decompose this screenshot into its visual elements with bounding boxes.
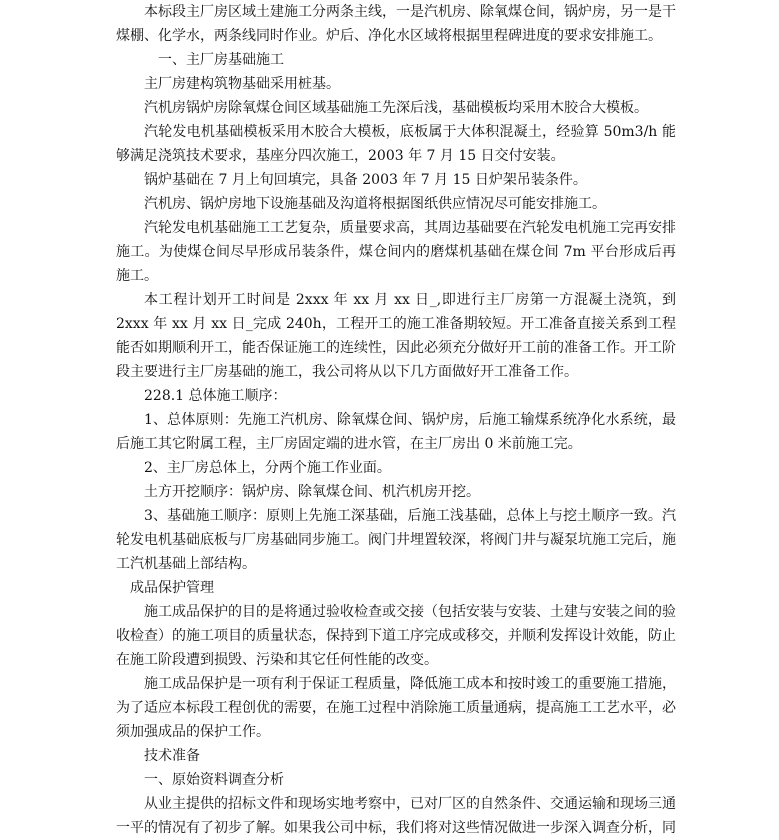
paragraph-boiler-backfill: 锅炉基础在 7 月上旬回填完，具备 2003 年 7 月 15 日炉架吊装条件。 [144, 172, 587, 188]
document-body [116, 0, 676, 840]
paragraph-foundation-sequence: 3、基础施工顺序：原则上先施工深基础，后施工浅基础，总体上与挖土顺序一致。汽轮发电机基础底板与厂房基础同步施工。阀门井埋置较深，将阀门井与凝泵坑施工完后，施工汽机基础上部结构。 [116, 508, 676, 572]
paragraph-excavation-sequence: 土方开挖顺序：锅炉房、除氧煤仓间、机汽机房开挖。 [144, 484, 480, 500]
paragraph-start-schedule: 本工程计划开工时间是 2xxx 年 xx 月 xx 日_,即进行主厂房第一方混凝土浇筑，到 2xxx 年 xx 月 xx 日_完成 240h，工程开工的施工准备期较短。开工准备直接关系到工程能否如期顺利开工，能否保证施工的连续性，因此必须充分做好开工前的准备工作。开工阶段主要进行主厂房基础的施工，我公司将从以下几方面做好开工准备工作。 [116, 292, 676, 380]
paragraph-underground-facilities: 汽机房、锅炉房地下设施基础及沟道将根据图纸供应情况尽可能安排施工。 [144, 196, 606, 212]
paragraph-intro: 本标段主厂房区域土建施工分两条主线，一是汽机房、除氧煤仓间，锅炉房，另一是干煤棚、化学水，两条线同时作业。炉后、净化水区域将根据里程碑进度的要求安排施工。 [116, 4, 676, 44]
paragraph-generator-process: 汽轮发电机基础施工工艺复杂，质量要求高，其周边基础要在汽轮发电机施工完再安排施工。为使煤仓间尽早形成吊装条件，煤仓间内的磨煤机基础在煤仓间 7m 平台形成后再施工。 [116, 220, 676, 284]
paragraph-turbine-boiler-foundation: 汽机房锅炉房除氧煤仓间区域基础施工先深后浅，基础模板均采用木胶合大模板。 [144, 100, 648, 116]
heading-overall-sequence: 228.1 总体施工顺序： [144, 388, 287, 404]
paragraph-overall-principle: 1、总体原则：先施工汽机房、除氧煤仓间、锅炉房，后施工输煤系统净化水系统，最后施工其它附属工程，主厂房固定端的进水管，在主厂房出 0 米前施工完。 [116, 412, 676, 452]
heading-raw-data-analysis: 一、原始资料调查分析 [144, 772, 284, 788]
paragraph-raw-data: 从业主提供的招标文件和现场实地考察中，已对厂区的自然条件、交通运输和现场三通一平的情况有了初步了解。如果我公司中标，我们将对这些情况做进一步深入调查分析，同 [116, 796, 676, 836]
paragraph-protection-purpose: 施工成品保护的目的是将通过验收检查或交接（包括安装与安装、土建与安装之间的验收检查）的施工项目的质量状态，保持到下道工序完成或移交，并顺利发挥设计效能，防止在施工阶段遭到损毁、污染和其它任何性能的改变。 [116, 604, 676, 668]
paragraph-pile-foundation: 主厂房建构筑物基础采用桩基。 [144, 76, 340, 92]
paragraph-protection-measures: 施工成品保护是一项有利于保证工程质量，降低施工成本和按时竣工的重要施工措施，为了适应本标段工程创优的需要，在施工过程中消除施工质量通病，提高施工工艺水平，必须加强成品的保护工作。 [116, 676, 676, 740]
heading-main-building-foundation: 一、主厂房基础施工 [158, 52, 284, 68]
paragraph-generator-formwork: 汽轮发电机基础模板采用木胶合大模板，底板属于大体积混凝土，经验算 50m3/h 能够满足浇筑技术要求，基座分四次施工，2003 年 7 月 15 日交付安装。 [116, 124, 676, 164]
heading-product-protection: 成品保护管理 [130, 580, 214, 596]
heading-technical-preparation: 技术准备 [144, 748, 200, 764]
paragraph-work-faces: 2、主厂房总体上，分两个施工作业面。 [144, 460, 391, 476]
